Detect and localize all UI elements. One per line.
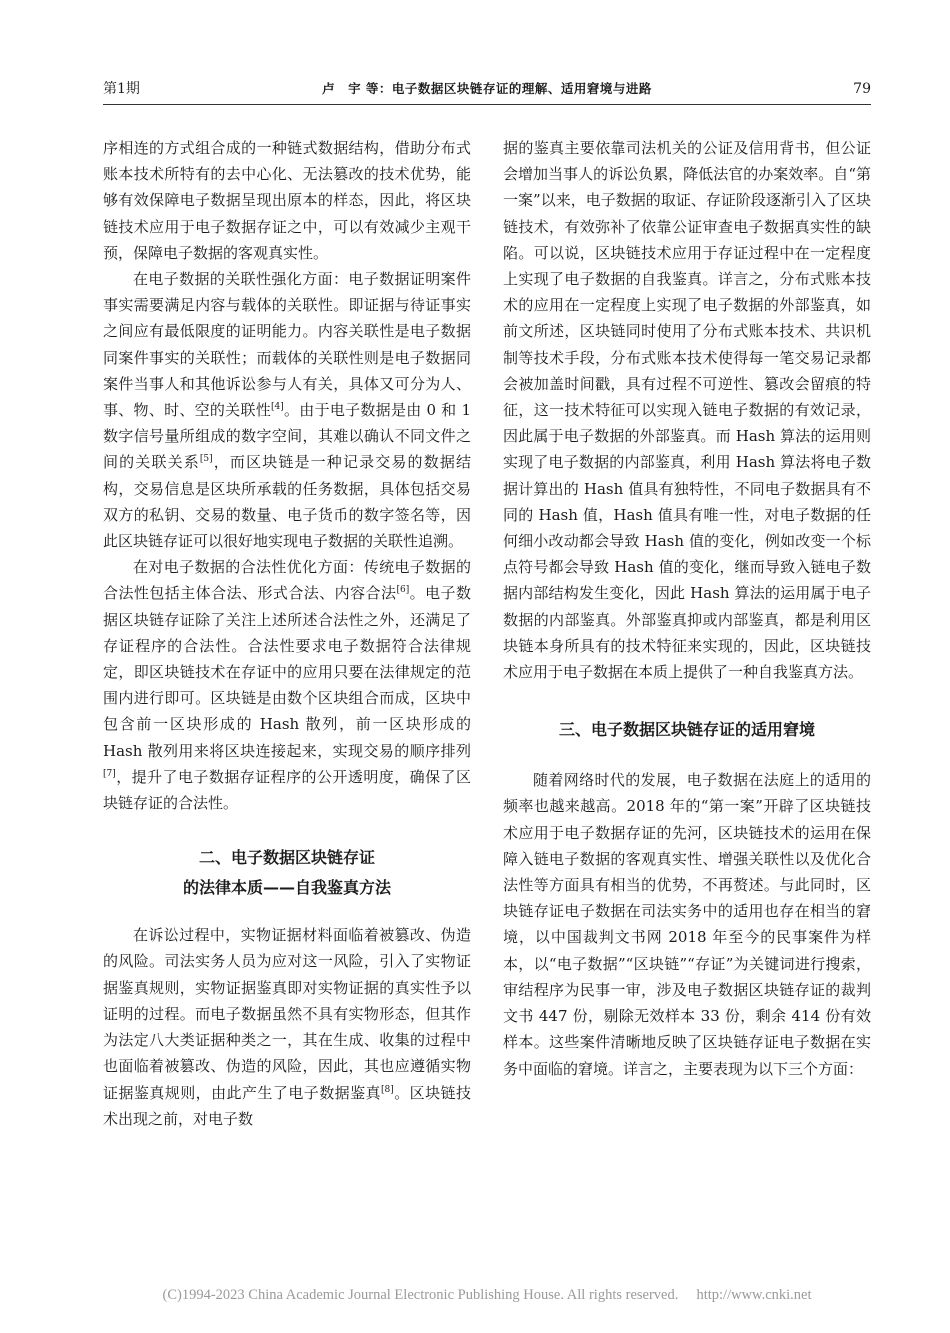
- right-column: [503, 135, 871, 1082]
- left-column: [103, 135, 471, 1132]
- paragraph: 据的鉴真主要依靠司法机关的公证及信用背书，但公证会增加当事人的诉讼负累，降低法官的办案效率。自“第一案”以来，电子数据的取证、存证阶段逐渐引入了区块链技术，有效弥补了依靠公证审查电子数据真实性的缺陷。可以说，区块链技术应用于存证过程中在一定程度上实现了电子数据的自我鉴真。详言之，分布式账本技术的应用在一定程度上实现了电子数据的外部鉴真，如前文所述，区块链同时使用了分布式账本技术、共识机制等技术手段，分布式账本技术使得每一笔交易记录都会被加盖时间戳，具有过程不可逆性、篡改会留痕的特征，这一技术特征可以实现入链电子数据的有效记录，因此属于电子数据的外部鉴真。而 Hash 算法的运用则实现了电子数据的内部鉴真，利用 Hash 算法将电子数据计算出的 Hash 值具有独特性，不同电子数据具有不同的 Hash 值，Hash 值具有唯一性，对电子数据的任何细小改动都会导致 Hash 值的变化，例如改变一个标点符号都会导致 Hash 值的变化，继而导致入链电子数据内部结构发生变化，因此 Hash 算法的运用属于电子数据的内部鉴真。外部鉴真抑或内部鉴真，都是利用区块链本身所具有的技术特征来实现的，因此，区块链技术应用于电子数据在本质上提供了一种自我鉴真方法。: [503, 139, 871, 682]
- paragraph-text: ，而区块链是一种记录交易的数据结构，交易信息是区块所承载的任务数据，具体包括交易双方的私钥、交易的数量、电子货币的数字签名等，因此区块链存证可以很好地实现电子数据的关联性追溯。: [103, 453, 471, 551]
- paragraph-text: 。电子数据区块链存证除了关注上述所述合法性之外，还满足了存证程序的合法性。合法性要求电子数据符合法律规定，即区块链技术在存证中的应用只要在法律规定的范围内进行即可。区块链是由数个区块组合而成，区块中包含前一区块形成的 Hash 散列，前一区块形成的 Hash 散列用来将区块连接起来，实现交易的顺序排列: [103, 584, 471, 760]
- citation-ref[interactable]: [7]: [103, 768, 116, 779]
- section-heading-line: 的法律本质——自我鉴真方法: [182, 878, 391, 898]
- paragraph-text: 在诉讼过程中，实物证据材料面临着被篡改、伪造的风险。司法实务人员为应对这一风险，引入了实物证据鉴真规则，实物证据鉴真即对实物证据的真实性予以证明的过程。而电子数据虽然不具有实物形态，但其作为法定八大类证据种类之一，其在生成、收集的过程中也面临着被篡改、伪造的风险，因此，其也应遵循实物证据鉴真规则，由此产生了电子数据鉴真: [103, 926, 471, 1102]
- paragraph: [103, 266, 471, 554]
- running-title: 卢 宇 等：电子数据区块链存证的理解、适用窘境与进路: [322, 81, 652, 96]
- section-heading: 三、电子数据区块链存证的适用窘境: [558, 720, 815, 740]
- paragraph-text: 在电子数据的关联性强化方面：电子数据证明案件事实需要满足内容与载体的关联性。即证据与待证事实之间应有最低限度的证明能力。内容关联性是电子数据同案件事实的关联性；而载体的关联性则是电子数据同案件当事人和其他诉讼参与人有关，具体又可分为人、事、物、时、空的关联性: [103, 270, 471, 420]
- citation-ref[interactable]: [5]: [199, 454, 213, 465]
- citation-ref[interactable]: [4]: [271, 402, 284, 413]
- paragraph-text: 。由于电子数据是由 0 和 1 数字信号量所组成的数字空间，其难以确认不同文件之间的关联关系: [103, 401, 471, 472]
- issue-label: 第1期: [103, 81, 140, 97]
- section-heading: [103, 843, 471, 903]
- paragraph-text: ，提升了电子数据存证程序的公开透明度，确保了区块链存证的合法性。: [103, 767, 471, 813]
- running-header: [103, 78, 871, 100]
- citation-ref[interactable]: [6]: [396, 585, 410, 596]
- paragraph: [103, 554, 471, 816]
- paragraph: 随着网络时代的发展，电子数据在法庭上的适用的频率也越来越高。2018 年的“第一案”开辟了区块链技术应用于电子数据存证的先河，区块链技术的运用在保障入链电子数据的客观真实性、增强关联性以及优化合法性等方面具有相当的优势，不再赘述。与此同时，区块链存证电子数据在司法实务中的适用也存在相当的窘境，以中国裁判文书网 2018 年至今的民事案件为样本，以“电子数据”“区块链”“存证”为关键词进行搜索，审结程序为民事一审，涉及电子数据区块链存证的裁判文书 447 份，剔除无效样本 33 份，剩余 414 份有效样本。这些案件清晰地反映了区块链存证电子数据在实务中面临的窘境。详言之，主要表现为以下三个方面：: [503, 771, 871, 1078]
- citation-ref[interactable]: [8]: [381, 1084, 394, 1095]
- paragraph: 序相连的方式组合成的一种链式数据结构，借助分布式账本技术所特有的去中心化、无法篡改的技术优势，能够有效保障电子数据呈现出原本的样态，因此，将区块链技术应用于电子数据存证之中，可以有效减少主观干预，保障电子数据的客观真实性。: [103, 139, 471, 262]
- page-number: 79: [853, 81, 871, 97]
- section-heading-line: 二、电子数据区块链存证: [198, 848, 375, 868]
- paragraph: [103, 922, 471, 1132]
- paragraph-text: 在对电子数据的合法性优化方面：传统电子数据的合法性包括主体合法、形式合法、内容合法: [103, 558, 471, 603]
- header-rule: [103, 104, 871, 105]
- paragraph-text: 。区块链技术出现之前，对电子数: [103, 1083, 471, 1128]
- copyright-footer: (C)1994-2023 China Academic Journal Electronic Publishing House. All rights reserved. http://www.cnki.net: [162, 1287, 812, 1303]
